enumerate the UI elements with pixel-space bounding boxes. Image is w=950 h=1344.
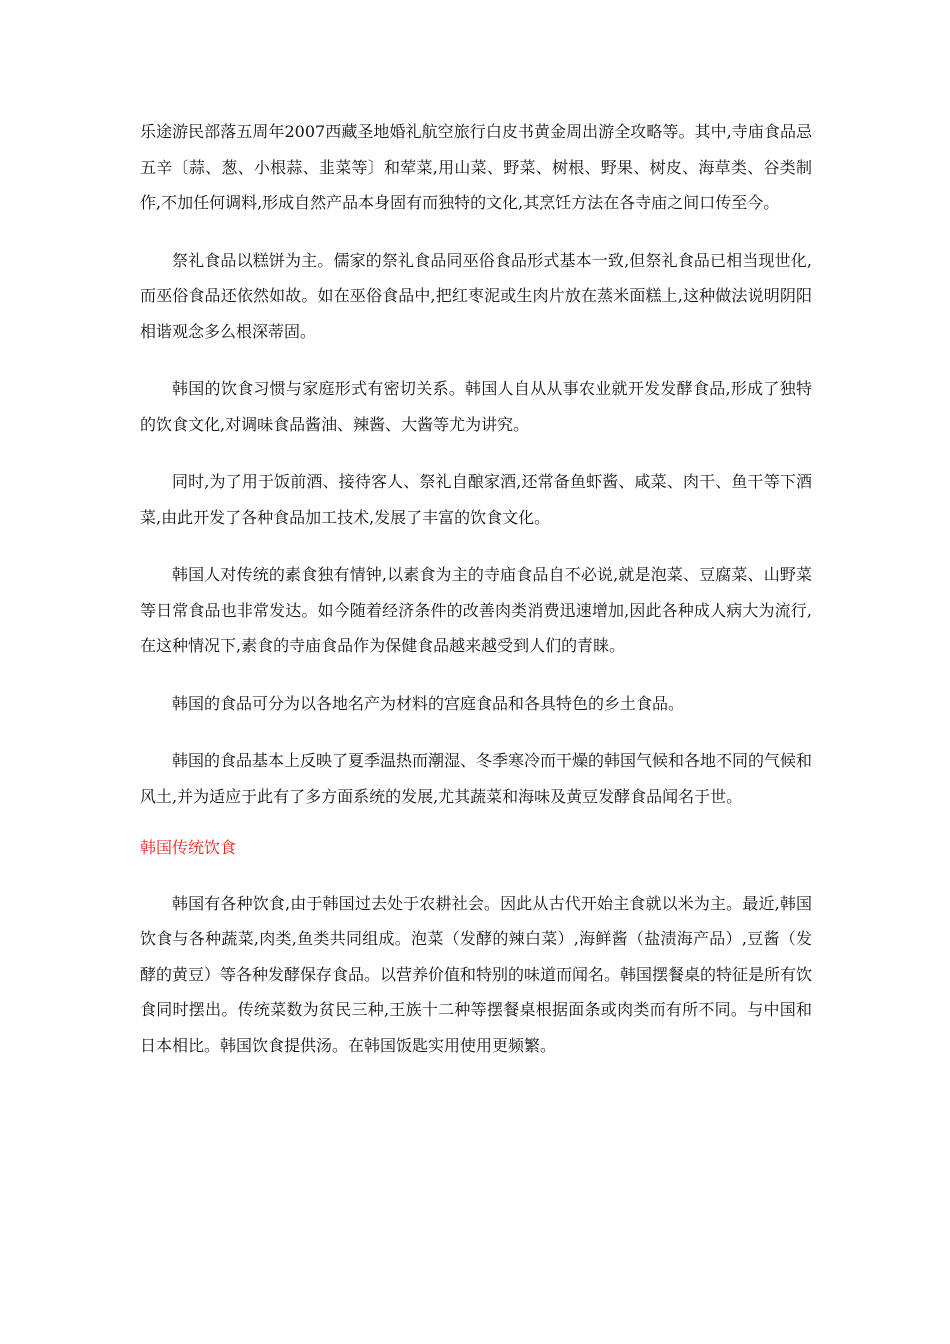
document-body: [140, 114, 812, 1085]
paragraph-traditional-diet: 韩国有各种饮食,由于韩国过去处于农耕社会。因此从古代开始主食就以米为主。最近,韩国饮食与各种蔬菜,肉类,鱼类共同组成。泡菜（发酵的辣白菜）,海鲜酱（盐渍海产品）,豆酱（发酵的黄豆）等各种发酵保存食品。以营养价值和特别的味道而闻名。韩国摆餐桌的特征是所有饮食同时摆出。传统菜数为贫民三种,王族十二种等摆餐桌根据面条或肉类而有所不同。与中国和日本相比。韩国饮食提供汤。在韩国饭匙实用使用更频繁。: [140, 893, 813, 1055]
paragraph-food-types: 韩国的食品可分为以各地名产为材料的宫庭食品和各具特色的乡土食品。: [172, 693, 685, 713]
paragraph-eating-habits: 韩国的饮食习惯与家庭形式有密切关系。韩国人自从从事农业就开发发酵食品,形成了独特的饮食文化,对调味食品酱油、辣酱、大酱等尤为讲究。: [140, 379, 812, 434]
paragraph-vegetarian: 韩国人对传统的素食独有情钟,以素食为主的寺庙食品自不必说,就是泡菜、豆腐菜、山野菜等日常食品也非常发达。如今随着经济条件的改善肉类消费迅速增加,因此各种成人病大为流行,在这种情况下,素食的寺庙食品作为保健食品越来越受到人们的青睐。: [140, 565, 812, 655]
paragraph-climate: 韩国的食品基本上反映了夏季温热而潮湿、冬季寒冷而干燥的韩国气候和各地不同的气候和风土,并为适应于此有了多方面系统的发展,尤其蔬菜和海味及黄豆发酵食品闻名于世。: [140, 751, 813, 806]
paragraph-temple-food: 乐途游民部落五周年2007西藏圣地婚礼航空旅行白皮书黄金周出游全攻略等。其中,寺庙食品忌五辛〔蒜、葱、小根蒜、韭菜等〕和荤菜,用山菜、野菜、树根、野果、树皮、海草类、谷类制作,不加任何调料,形成自然产品本身固有而独特的文化,其烹饪方法在各寺庙之间口传至今。: [140, 122, 812, 212]
section-heading: 韩国传统饮食: [140, 838, 237, 857]
paragraph-side-dishes: 同时,为了用于饭前酒、接待客人、祭礼自酿家酒,还常备鱼虾酱、咸菜、肉干、鱼干等下酒菜,由此开发了各种食品加工技术,发展了丰富的饮食文化。: [140, 472, 812, 527]
paragraph-ritual-food: 祭礼食品以糕饼为主。儒家的祭礼食品同巫俗食品形式基本一致,但祭礼食品已相当现世化,而巫俗食品还依然如故。如在巫俗食品中,把红枣泥或生肉片放在蒸米面糕上,这种做法说明阴阳相谐观念多么根深蒂固。: [140, 250, 812, 341]
